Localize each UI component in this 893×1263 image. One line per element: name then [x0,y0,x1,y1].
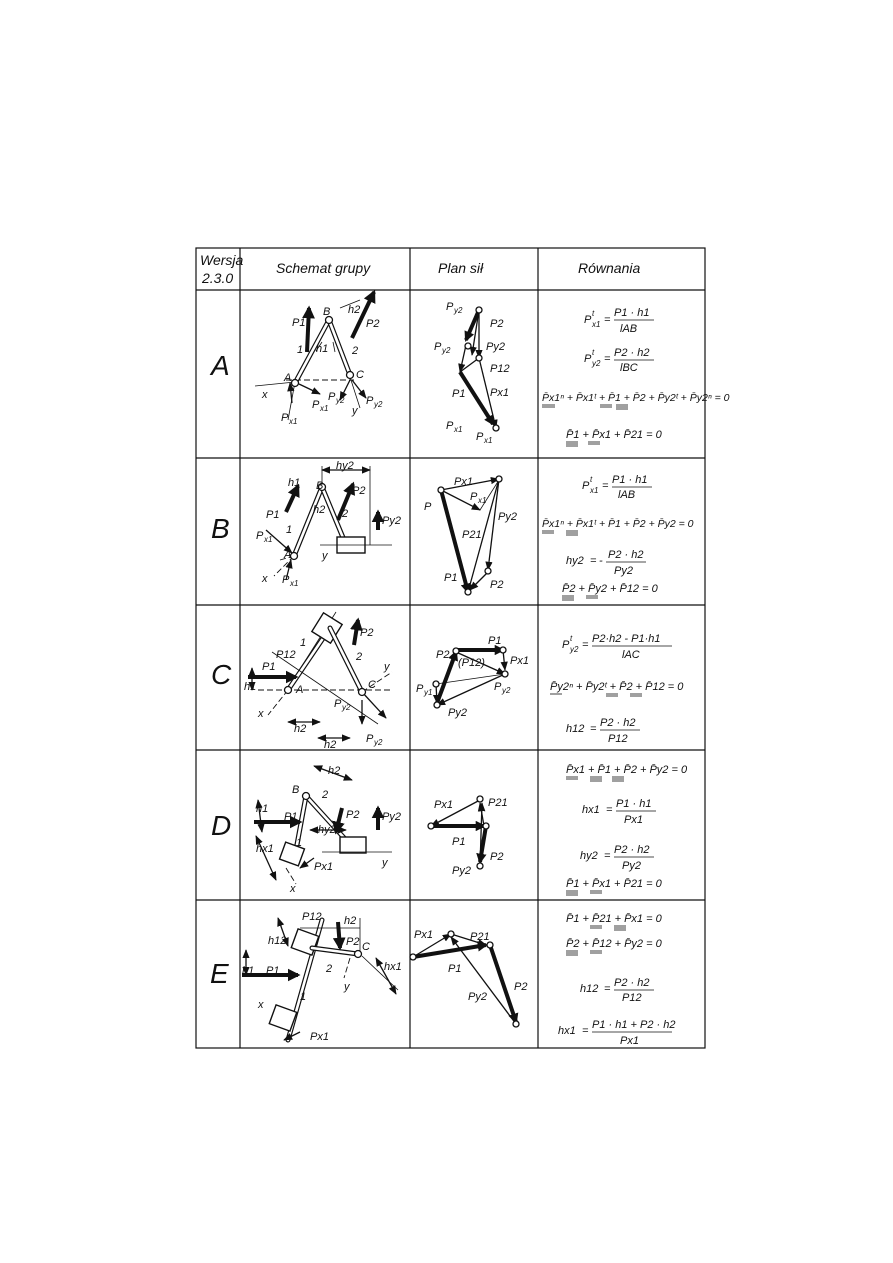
svg-text:1: 1 [300,637,307,649]
svg-text:P2 · h2: P2 · h2 [614,844,650,856]
svg-text:=: = [590,723,597,735]
svg-text:=: = [604,353,611,365]
svg-text:Px1: Px1 [454,476,473,488]
svg-text:h1: h1 [244,681,257,693]
svg-text:B: B [323,306,331,318]
svg-text:P1: P1 [452,388,466,400]
svg-text:1: 1 [300,991,307,1003]
svg-text:A: A [296,684,304,696]
row-version-label: E [210,958,229,989]
svg-text:P: P [328,391,336,403]
svg-text:P: P [366,733,374,745]
row-version-label: A [211,350,230,381]
svg-text:P2: P2 [490,318,504,330]
equation-group [542,307,730,446]
svg-text:P1: P1 [452,836,466,848]
svg-text:2: 2 [356,651,363,663]
svg-text:lAB: lAB [620,323,638,335]
svg-text:P2: P2 [360,627,374,639]
svg-text:Px1: Px1 [414,929,433,941]
svg-text:P1: P1 [262,661,276,673]
svg-text:A: A [284,549,292,561]
force-plan-diagram [410,929,527,1027]
table-row [211,460,694,600]
svg-text:h1: h1 [242,965,255,977]
svg-text:Px1: Px1 [624,814,643,826]
svg-text:P1: P1 [284,811,298,823]
svg-text:hx1: hx1 [558,1025,576,1037]
svg-text:1: 1 [286,524,293,536]
svg-text:x1: x1 [478,496,487,505]
svg-text:P: P [584,314,592,326]
svg-text:1: 1 [296,837,303,849]
svg-text:x1: x1 [484,436,493,445]
group-schema-diagram [244,612,392,751]
force-plan-diagram [416,635,529,719]
svg-text:=: = [604,314,611,326]
svg-text:2: 2 [326,963,333,975]
svg-text:P: P [366,395,374,407]
svg-text:P: P [334,698,342,710]
svg-text:x: x [258,708,264,720]
svg-text:x1: x1 [320,404,329,413]
svg-text:P1: P1 [266,509,280,521]
group-schema-diagram [254,765,401,895]
equation-group [542,474,694,600]
svg-text:1: 1 [297,344,304,356]
svg-text:P2: P2 [366,318,380,330]
row-version-label: B [211,513,230,544]
svg-text:x: x [258,999,264,1011]
svg-text:hy2: hy2 [336,460,354,472]
svg-text:y2: y2 [374,400,383,409]
svg-text:P2 · h2: P2 · h2 [614,347,650,359]
svg-text:P1 · h1 + P2 · h2: P1 · h1 + P2 · h2 [592,1019,676,1031]
svg-text:P21: P21 [470,931,490,943]
svg-text:t: t [570,634,573,643]
svg-text:C: C [356,369,364,381]
equation-group [550,633,684,745]
svg-text:P: P [584,353,592,365]
svg-text:P: P [446,301,454,313]
svg-text:y2: y2 [502,686,511,695]
svg-text:y: y [344,981,350,993]
svg-text:P1 · h1: P1 · h1 [612,474,648,486]
svg-text:P: P [434,341,442,353]
svg-text:P21: P21 [488,797,508,809]
svg-text:Px1: Px1 [434,799,453,811]
svg-text:lAB: lAB [618,489,636,501]
svg-text:P: P [582,480,590,492]
svg-text:P2: P2 [352,485,366,497]
row-version-label: D [211,810,232,841]
svg-text:P̄1 + P̄21 + P̄x1 = 0: P̄1 + P̄21 + P̄x1 = 0 [566,913,662,925]
svg-text:hx1: hx1 [582,804,600,816]
svg-text:Py2: Py2 [486,341,505,353]
svg-text:P̄1 + P̄x1 + P̄21 = 0: P̄1 + P̄x1 + P̄21 = 0 [566,429,662,441]
svg-text:lAC: lAC [622,649,640,661]
column-header-plan: Plan sił [438,260,484,276]
svg-text:P: P [282,574,290,586]
svg-text:B: B [316,480,324,492]
svg-text:=: = [604,850,611,862]
svg-text:=: = [590,555,597,567]
svg-text:h1: h1 [288,477,301,489]
svg-text:P2: P2 [436,649,450,661]
svg-text:h2: h2 [324,739,337,751]
svg-text:P: P [446,420,454,432]
svg-text:x1: x1 [592,320,601,329]
svg-text:P12: P12 [608,733,628,745]
svg-text:Px1: Px1 [310,1031,329,1043]
svg-text:Py2: Py2 [382,811,401,823]
force-plan-diagram [424,476,517,595]
svg-text:P12: P12 [302,911,322,923]
table-row [211,612,684,751]
group-schema-diagram [255,292,383,426]
svg-text:h2: h2 [294,723,307,735]
svg-text:y2: y2 [592,359,601,368]
svg-text:P̄x1 + P̄1 + P̄2 + P̄y2 = 0: P̄x1 + P̄1 + P̄2 + P̄y2 = 0 [566,764,688,776]
svg-text:Py2: Py2 [614,565,633,577]
table-row [211,763,688,895]
table-row [210,911,675,1047]
svg-text:P: P [470,491,478,503]
svg-text:y2: y2 [454,306,463,315]
svg-text:P12: P12 [622,992,642,1004]
svg-text:y2: y2 [442,346,451,355]
svg-text:2: 2 [342,508,349,520]
equation-group [558,912,675,1047]
table-header [200,252,640,286]
svg-text:x1: x1 [590,486,599,495]
svg-text:P2: P2 [346,809,360,821]
svg-text:y2: y2 [570,645,579,654]
svg-text:x: x [262,573,268,585]
equation-group [566,763,688,895]
svg-text:C: C [362,941,370,953]
svg-text:P̄1 + P̄x1 + P̄21 = 0: P̄1 + P̄x1 + P̄21 = 0 [566,878,662,890]
svg-text:P2: P2 [514,981,528,993]
svg-text:y: y [352,405,358,417]
svg-text:2: 2 [322,789,329,801]
svg-text:hy2: hy2 [566,555,584,567]
svg-text:P: P [416,683,424,695]
svg-text:=: = [604,983,611,995]
svg-text:P: P [256,530,264,542]
svg-text:h2: h2 [344,915,357,927]
svg-text:Py2: Py2 [382,515,401,527]
svg-text:(P12): (P12) [458,657,485,669]
svg-text:Py2: Py2 [622,860,641,872]
svg-text:P̄2 + P̄y2 + P̄12 = 0: P̄2 + P̄y2 + P̄12 = 0 [562,583,658,595]
svg-text:y2: y2 [342,703,351,712]
svg-text:P1: P1 [444,572,458,584]
svg-text:Py2: Py2 [468,991,487,1003]
svg-text:P1 · h1: P1 · h1 [616,798,652,810]
svg-text:P1: P1 [488,635,502,647]
group-schema-diagram [242,911,402,1043]
svg-text:y: y [382,857,388,869]
svg-text:P12: P12 [276,649,296,661]
svg-text:hy2: hy2 [580,850,598,862]
column-header-equations: Równania [578,260,641,276]
svg-text:=: = [582,1025,589,1037]
svg-text:hx1: hx1 [256,843,274,855]
svg-text:h2: h2 [313,504,326,516]
svg-text:h2: h2 [348,304,361,316]
svg-text:h1: h1 [316,343,329,355]
svg-text:y2: y2 [374,738,383,747]
svg-text:P: P [494,681,502,693]
svg-text:Px1: Px1 [490,387,509,399]
table-row [209,292,730,446]
svg-text:t: t [592,309,595,318]
svg-text:Py2: Py2 [448,707,467,719]
svg-text:A: A [284,372,292,384]
svg-text:h2: h2 [328,765,341,777]
svg-text:P1 · h1: P1 · h1 [614,307,650,319]
svg-text:hy2: hy2 [318,824,336,836]
svg-text:P̄x1ⁿ + P̄x1ᵗ + P̄1 + P̄2 + P̄: P̄x1ⁿ + P̄x1ᵗ + P̄1 + P̄2 + P̄y2ᵗ + P̄y2ⁿ = 0 [542,392,730,404]
svg-text:Py2: Py2 [498,511,517,523]
version-label: Wersja [200,252,244,268]
svg-text:y2: y2 [336,396,345,405]
svg-text:Px1: Px1 [620,1035,639,1047]
svg-text:Px1: Px1 [510,655,529,667]
svg-text:=: = [602,480,609,492]
svg-text:x1: x1 [290,579,299,588]
svg-text:-: - [599,555,603,567]
svg-text:Py2: Py2 [452,865,471,877]
svg-text:t: t [590,475,593,484]
svg-text:y: y [384,661,390,673]
svg-text:B: B [292,784,300,796]
svg-text:P̄2 + P̄12 + P̄y2 = 0: P̄2 + P̄12 + P̄y2 = 0 [566,938,662,950]
svg-text:x: x [290,883,296,895]
svg-text:lBC: lBC [620,362,638,374]
svg-text:P2 · h2: P2 · h2 [608,549,644,561]
svg-text:y: y [322,550,328,562]
svg-text:t: t [592,348,595,357]
svg-text:P2: P2 [490,579,504,591]
svg-text:h12: h12 [580,983,599,995]
svg-text:P1: P1 [292,317,306,329]
force-plan-diagram [434,301,510,445]
row-version-label: C [211,659,232,690]
svg-text:=: = [582,639,589,651]
svg-text:Px1: Px1 [314,861,333,873]
svg-text:P: P [281,412,289,424]
svg-text:P: P [476,431,484,443]
svg-text:P2: P2 [490,851,504,863]
column-header-schema: Schemat grupy [276,260,371,276]
svg-text:P̄y2ⁿ + P̄y2ᵗ + P̄2 + P̄12 = 0: P̄y2ⁿ + P̄y2ᵗ + P̄2 + P̄12 = 0 [550,681,684,693]
svg-text:hx1: hx1 [384,961,402,973]
svg-text:=: = [606,804,613,816]
svg-text:P2 · h2: P2 · h2 [614,977,650,989]
group-schema-diagram [256,460,401,588]
force-plan-diagram [428,796,508,877]
svg-text:P2·h2 - P1·h1: P2·h2 - P1·h1 [592,633,661,645]
svg-text:x1: x1 [454,425,463,434]
svg-text:P: P [562,639,570,651]
svg-text:P2: P2 [346,936,360,948]
svg-text:P1: P1 [448,963,462,975]
svg-text:P2 · h2: P2 · h2 [600,717,636,729]
svg-text:P21: P21 [462,529,482,541]
svg-text:h12: h12 [268,935,287,947]
svg-text:P12: P12 [490,363,510,375]
svg-text:P̄x1ⁿ + P̄x1ᵗ + P̄1 + P̄2 + P̄: P̄x1ⁿ + P̄x1ᵗ + P̄1 + P̄2 + P̄y2 = 0 [542,518,694,530]
svg-text:y1: y1 [424,688,433,697]
svg-text:P: P [312,399,320,411]
svg-text:2: 2 [352,345,359,357]
svg-text:h1: h1 [256,803,269,815]
svg-text:x1: x1 [264,535,273,544]
svg-text:h12: h12 [566,723,585,735]
svg-text:x: x [262,389,268,401]
version-number: 2.3.0 [202,270,234,286]
svg-text:P: P [424,501,432,513]
svg-text:C: C [368,679,376,691]
svg-text:P1: P1 [266,965,280,977]
svg-text:x1: x1 [289,417,298,426]
